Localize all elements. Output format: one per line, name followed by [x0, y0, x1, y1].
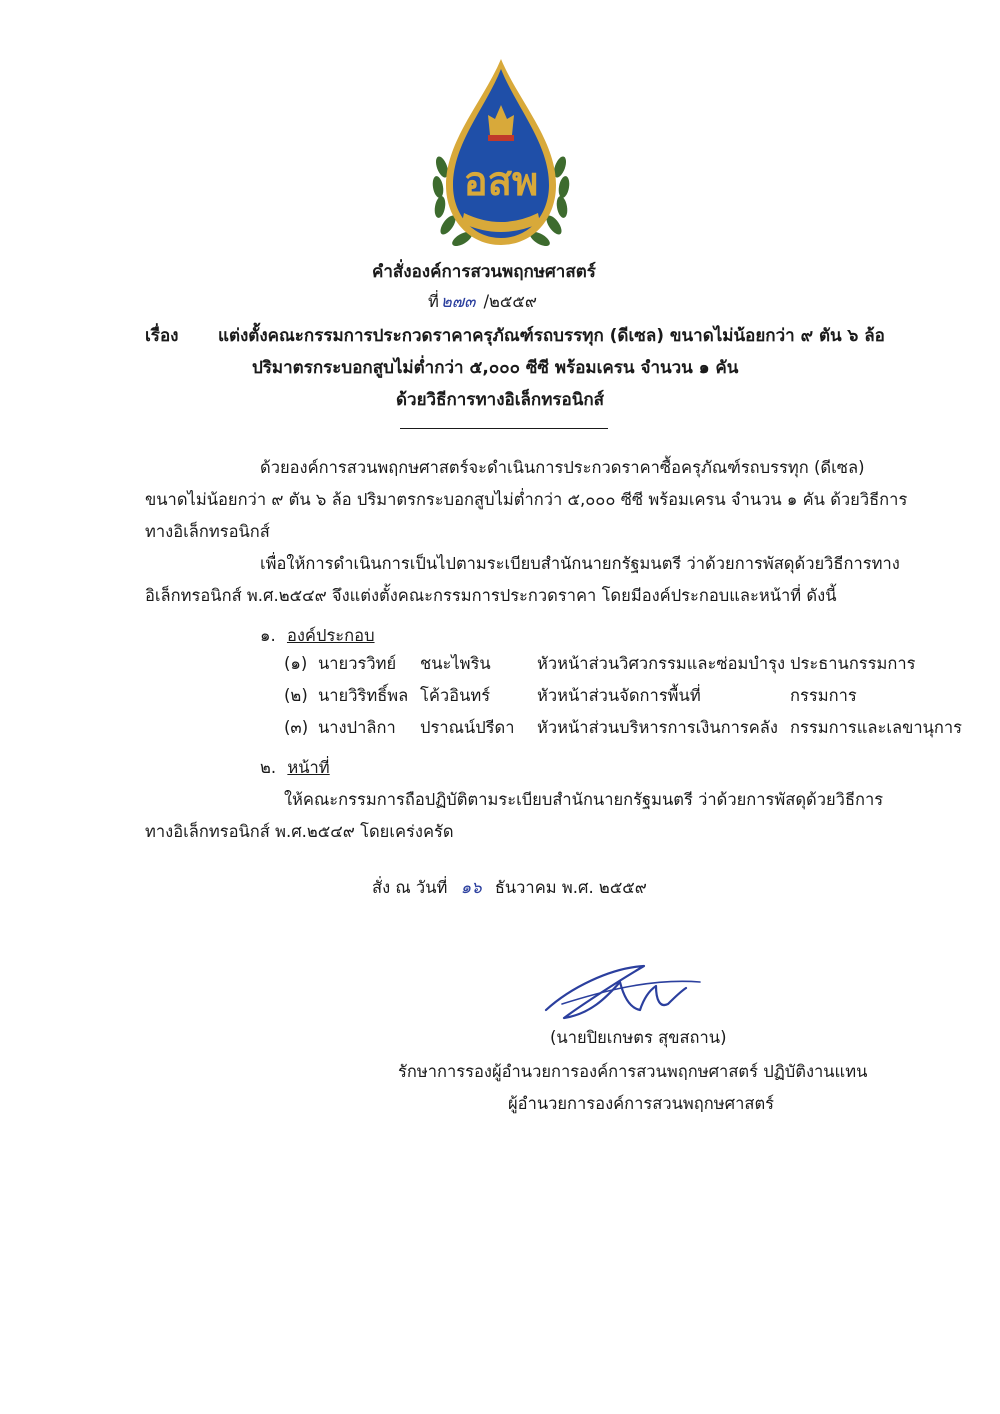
member-index: (๓) — [284, 718, 309, 737]
section-2-heading — [260, 756, 330, 780]
member-position: หัวหน้าส่วนวิศวกรรมและซ่อมบำรุง — [537, 654, 786, 673]
signatory-title-1: รักษาการรองผู้อำนวยการองค์การสวนพฤกษศาสตร์ ปฏิบัติงานแทน — [398, 1062, 868, 1081]
order-number-prefix: ที่ — [428, 292, 439, 311]
signatory-name: (นายปิยเกษตร สุขสถาน) — [550, 1028, 727, 1047]
member-index: (๑) — [284, 654, 308, 673]
subject-line-1: แต่งตั้งคณะกรรมการประกวดราคาครุภัณฑ์รถบรรทุก (ดีเซล) ขนาดไม่น้อยกว่า ๙ ตัน ๖ ล้อ — [218, 326, 885, 346]
paragraph-1-line-3: ทางอิเล็กทรอนิกส์ — [145, 522, 270, 541]
signatory-title-2: ผู้อำนวยการองค์การสวนพฤกษศาสตร์ — [508, 1094, 775, 1113]
paragraph-1-line-2: ขนาดไม่น้อยกว่า ๙ ตัน ๖ ล้อ ปริมาตรกระบอกสูบไม่ต่ำกว่า ๕,๐๐๐ ซีซี พร้อมเครน จำนวน ๑ คัน ด้วยวิธีการ — [145, 490, 908, 509]
member-position: หัวหน้าส่วนจัดการพื้นที่ — [537, 686, 701, 705]
order-title: คำสั่งองค์การสวนพฤกษศาสตร์ — [372, 262, 596, 282]
section-2-line-1: ให้คณะกรรมการถือปฏิบัติตามระเบียบสำนักนายกรัฐมนตรี ว่าด้วยการพัสดุด้วยวิธีการ — [284, 790, 884, 809]
section-2-number: ๒. — [260, 758, 277, 777]
section-2-line-2: ทางอิเล็กทรอนิกส์ พ.ศ.๒๕๔๙ โดยเคร่งครัด — [145, 822, 454, 841]
paragraph-2-line-2: อิเล็กทรอนิกส์ พ.ศ.๒๕๔๙ จึงแต่งตั้งคณะกรรมการประกวดราคา โดยมีองค์ประกอบและหน้าที่ ดังนี้ — [145, 586, 837, 605]
member-role: กรรมการและเลขานุการ — [790, 718, 963, 737]
member-surname: ปราณน์ปรีดา — [420, 718, 515, 737]
order-date — [372, 876, 647, 900]
date-month-year: ธันวาคม พ.ศ. ๒๕๕๙ — [494, 878, 647, 897]
subject-line-3: ด้วยวิธีการทางอิเล็กทรอนิกส์ — [396, 390, 605, 410]
section-1-title: องค์ประกอบ — [286, 626, 375, 645]
member-surname: โค้วอินทร์ — [420, 686, 491, 705]
member-name: นายวรวิทย์ — [318, 654, 397, 673]
svg-text:อสพ: อสพ — [463, 158, 539, 205]
order-number — [428, 290, 537, 314]
subject-label: เรื่อง — [145, 326, 179, 346]
date-prefix: สั่ง ณ วันที่ — [372, 878, 448, 897]
handwritten-signature-icon — [540, 958, 720, 1030]
section-1-heading — [260, 624, 375, 648]
section-2-title: หน้าที่ — [287, 758, 330, 777]
paragraph-1-line-1: ด้วยองค์การสวนพฤกษศาสตร์จะดำเนินการประกวดราคาซื้อครุภัณฑ์รถบรรทุก (ดีเซล) — [260, 458, 865, 477]
member-position: หัวหน้าส่วนบริหารการเงินการคลัง — [537, 718, 778, 737]
member-role: กรรมการ — [790, 686, 857, 705]
date-day-handwritten: ๑๖ — [460, 878, 482, 897]
subject-divider — [400, 428, 608, 429]
section-1-number: ๑. — [260, 626, 276, 645]
member-name: นางปาลิกา — [318, 718, 396, 737]
member-role: ประธานกรรมการ — [790, 654, 916, 673]
paragraph-2-line-1: เพื่อให้การดำเนินการเป็นไปตามระเบียบสำนักนายกรัฐมนตรี ว่าด้วยการพัสดุด้วยวิธีการทาง — [260, 554, 900, 573]
member-surname: ชนะไพริน — [420, 654, 491, 673]
member-name: นายวิริทธิ์พล — [318, 686, 409, 705]
subject-line-2: ปริมาตรกระบอกสูบไม่ต่ำกว่า ๕,๐๐๐ ซีซี พร้อมเครน จำนวน ๑ คัน — [252, 358, 739, 378]
member-index: (๒) — [284, 686, 308, 705]
botanical-garden-logo-icon — [428, 55, 574, 253]
order-number-year: /๒๕๕๙ — [483, 292, 537, 311]
order-number-handwritten: ๒๗๓ — [440, 292, 476, 311]
